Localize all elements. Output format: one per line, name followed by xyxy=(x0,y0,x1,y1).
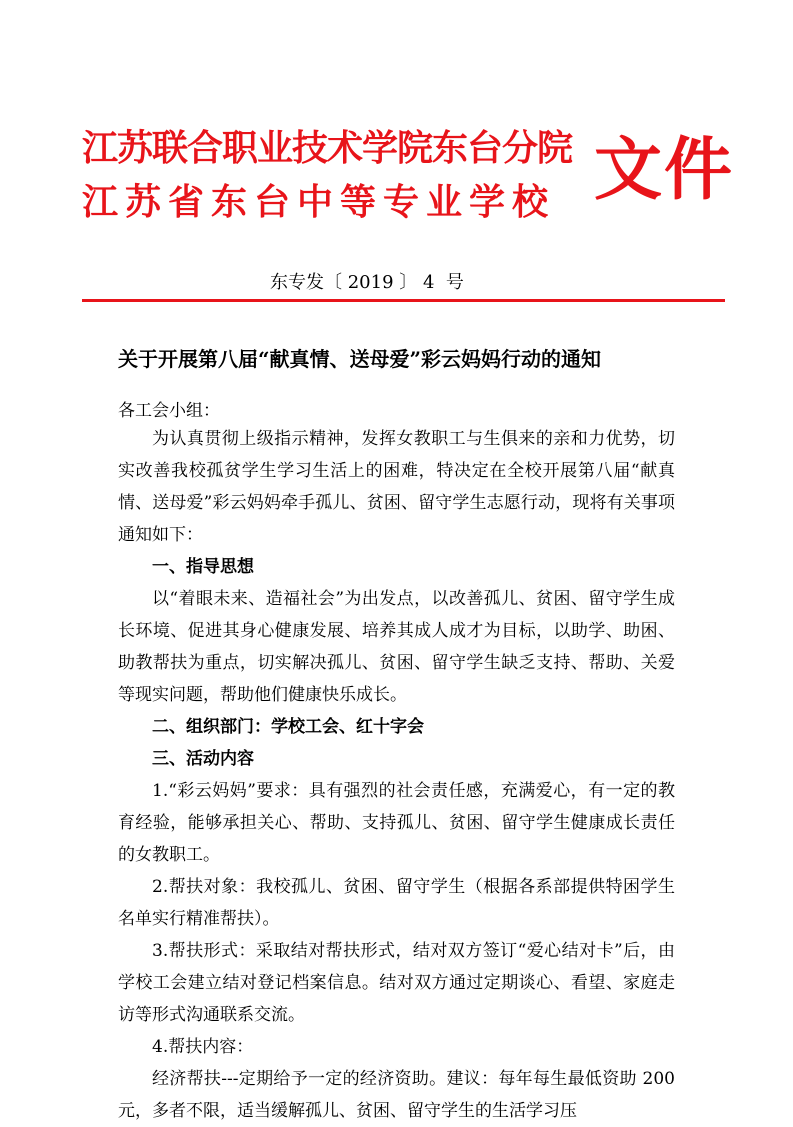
notice-title: 关于开展第八届“献真情、送母爱”彩云妈妈行动的通知 xyxy=(118,347,602,371)
document-number: 东专发〔 2019 〕 4 号 xyxy=(270,272,464,293)
activity-item-3: 3.帮扶形式：采取结对帮扶形式，结对双方签订“爱心结对卡”后，由学校工会建立结对登记档案信息。结对双方通过定期谈心、看望、家庭走访等形式沟通联系交流。 xyxy=(118,941,675,1025)
issuing-org-line-2: 江苏省东台中等专业学校 xyxy=(82,181,556,223)
activity-item-4: 4.帮扶内容： xyxy=(152,1037,254,1057)
economic-support-paragraph: 经济帮扶---定期给予一定的经济资助。建议：每年每生最低资助 200 元，多者不限，适当缓解孤儿、贫困、留守学生的生活学习压 xyxy=(118,1069,675,1121)
section-heading-organizers: 二、组织部门：学校工会、红十字会 xyxy=(152,717,424,737)
section-heading-activity-content: 三、活动内容 xyxy=(152,749,254,769)
section-heading-guiding-ideology: 一、指导思想 xyxy=(152,557,254,577)
guiding-ideology-paragraph: 以“着眼未来、造福社会”为出发点，以改善孤儿、贫困、留守学生成长环境、促进其身心健康发展、培养其成人成才为目标，以助学、助困、助教帮扶为重点，切实解决孤儿、贫困、留守学生缺乏支持、帮助、关爱等现实问题，帮助他们健康快乐成长。 xyxy=(118,589,675,705)
document-type-label: 文件 xyxy=(594,130,735,210)
salutation: 各工会小组： xyxy=(118,401,220,421)
red-divider-line xyxy=(82,299,725,302)
intro-paragraph: 为认真贯彻上级指示精神，发挥女教职工与生俱来的亲和力优势，切实改善我校孤贫学生学习生活上的困难，特决定在全校开展第八届“献真情、送母爱”彩云妈妈牵手孤儿、贫困、留守学生志愿行动，现将有关事项通知如下： xyxy=(118,429,675,545)
activity-item-2: 2.帮扶对象：我校孤儿、贫困、留守学生（根据各系部提供特困学生名单实行精准帮扶）。 xyxy=(118,877,675,929)
notice-body xyxy=(118,423,675,1127)
activity-item-1: 1.“彩云妈妈”要求：具有强烈的社会责任感，充满爱心，有一定的教育经验，能够承担关心、帮助、支持孤儿、贫困、留守学生健康成长责任的女教职工。 xyxy=(118,781,675,865)
issuing-org-line-1: 江苏联合职业技术学院东台分院 xyxy=(82,127,573,169)
